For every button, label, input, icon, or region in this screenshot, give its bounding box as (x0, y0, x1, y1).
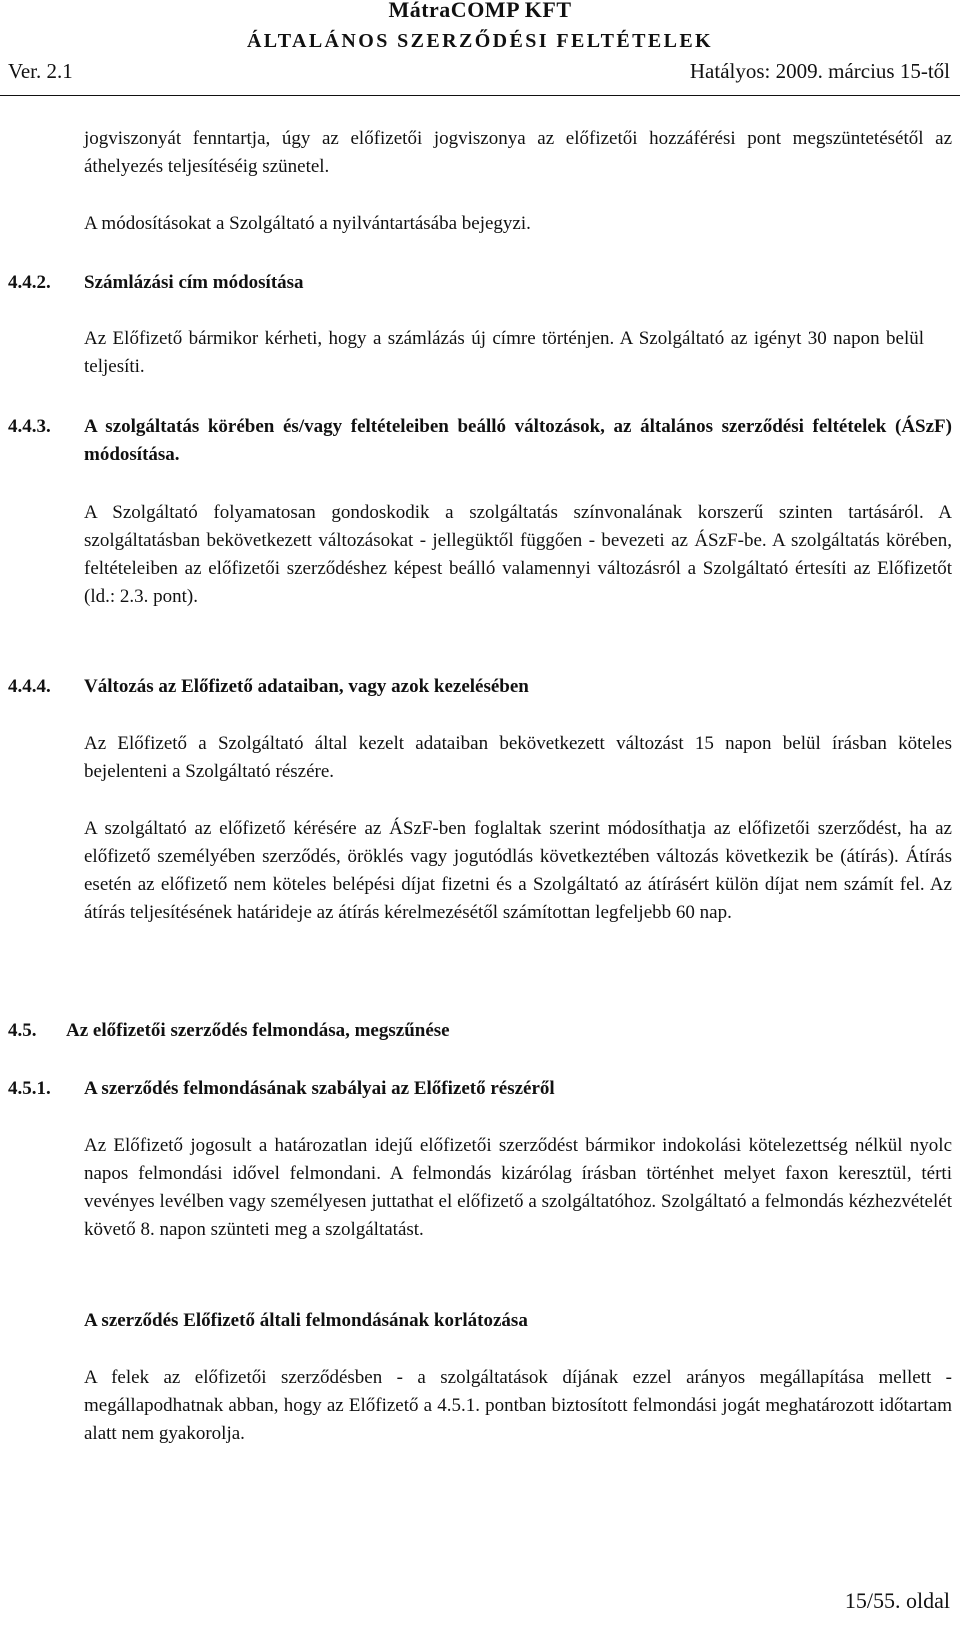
paragraph-s443-1: A Szolgáltató folyamatosan gondoskodik a szolgáltatás színvonalának korszerű szinten tartásáról. A szolgáltatásban bekövetkezett változásokat - jellegüktől függően - bevezeti az ÁSzF-be. A szolgáltatás körében, feltételeiben az előfizetői szerződéshez képest beálló valamennyi változásról a Szolgáltató értesíti az Előfizetőt (ld.: 2.3. pont). (84, 502, 952, 607)
company-name: MátraCOMP KFT (388, 0, 572, 22)
section-title: Változás az Előfizető adataiban, vagy azok kezelésében (84, 676, 529, 697)
section-title: Az előfizetői szerződés felmondása, megszűnése (66, 1020, 450, 1041)
page-header (0, 0, 960, 96)
section-title: A szolgáltatás körében és/vagy feltételeiben beálló változások, az általános szerződési feltételek (ÁSzF) módosítása. (84, 416, 952, 465)
section-4-4-4-heading (8, 673, 529, 701)
paragraph-register: A módosításokat a Szolgáltató a nyilvántartásába bejegyzi. (84, 213, 531, 234)
paragraph-s442-1: Az Előfizető bármikor kérheti, hogy a számlázás új címre történjen. A Szolgáltató az igényt 30 napon belül teljesíti. (84, 328, 924, 377)
section-number: 4.5. (8, 1020, 37, 1041)
effective-date: Hatályos: 2009. március 15-től (689, 59, 950, 83)
section-4-5-heading (8, 1017, 450, 1045)
section-4-4-2-heading (8, 269, 304, 297)
page-number: 15/55. oldal (844, 1588, 950, 1613)
section-number: 4.4.4. (8, 676, 51, 697)
section-number: 4.4.2. (8, 272, 51, 293)
paragraph-s444-1: Az Előfizető a Szolgáltató által kezelt adataiban bekövetkezett változást 15 napon belül írásban köteles bejelenteni a Szolgáltató részére. (84, 733, 952, 782)
paragraph-continuation: jogviszonyát fenntartja, úgy az előfizetői jogviszonya az előfizetői hozzáférési pont megszüntetésétől az áthelyezés teljesítéséig szünetel. (84, 128, 952, 177)
paragraph-s451-1: Az Előfizető jogosult a határozatlan idejű előfizetői szerződést bármikor indokolási kötelezettség nélkül nyolc napos felmondási idővel felmondani. A felmondás kizárólag írásban történhet melyet faxon keresztül, térti vevényes levélben vagy személyesen juttathat el előfizető a szolgáltatóhoz. Szolgáltató a felmondás kézhezvételét követő 8. napon szünteti meg a szolgáltatást. (84, 1135, 952, 1240)
version-label: Ver. 2.1 (8, 59, 73, 83)
section-title: A szerződés felmondásának szabályai az Előfizető részéről (84, 1078, 555, 1099)
document-title: ÁLTALÁNOS SZERZŐDÉSI FELTÉTELEK (246, 30, 714, 52)
restriction-heading: A szerződés Előfizető általi felmondásának korlátozása (84, 1310, 528, 1331)
section-title: Számlázási cím módosítása (84, 272, 304, 293)
section-number: 4.5.1. (8, 1078, 51, 1099)
section-number: 4.4.3. (8, 416, 51, 437)
paragraph-restriction-1: A felek az előfizetői szerződésben - a szolgáltatások díjának ezzel arányos megállapítása mellett - megállapodhatnak abban, hogy az Előfizető a 4.5.1. pontban biztosított felmondási jogát meghatározott időtartam alatt nem gyakorolja. (84, 1367, 952, 1444)
section-4-5-1-heading (8, 1075, 555, 1103)
paragraph-s444-2: A szolgáltató az előfizető kérésére az ÁSzF-ben foglaltak szerint módosíthatja az előfizetői szerződést, ha az előfizető személyében szerződés, öröklés vagy jogutódlás következtében változás következik be (átírás). Átírás esetén az előfizető nem köteles belépési díjat fizetni és a Szolgáltató az átírásért külön díjat nem számít fel. Az átírás teljesítésének határideje az átírás kérelmezésétől számítottan legfeljebb 60 nap. (84, 818, 952, 923)
